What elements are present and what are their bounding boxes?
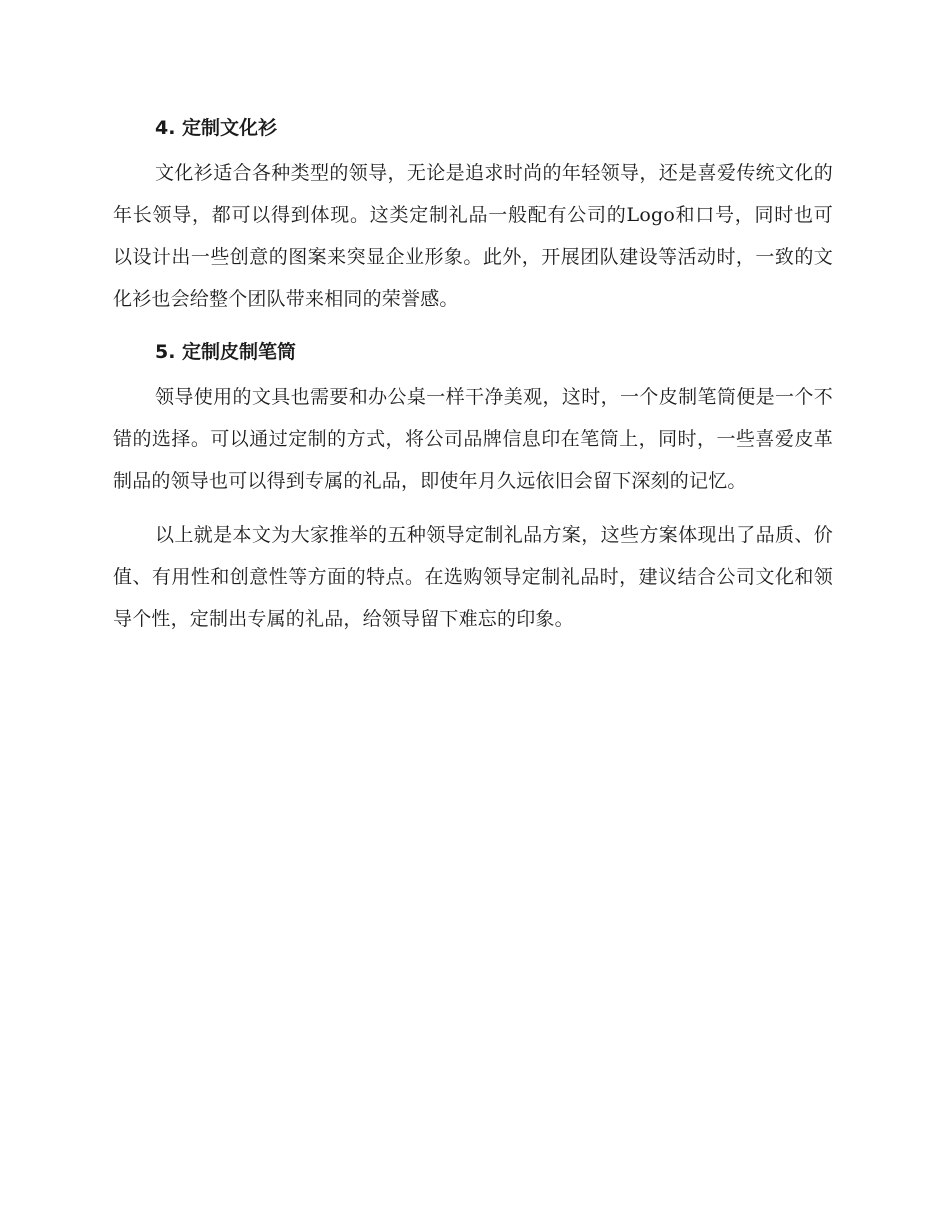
section-heading-leather-pen-holder: 5. 定制皮制笔筒 — [155, 341, 297, 363]
section-paragraph-leather-pen-holder: 领导使用的文具也需要和办公桌一样干净美观，这时，一个皮制笔筒便是一个不错的选择。可以通过定制的方式，将公司品牌信息印在笔筒上，同时，一些喜爱皮革制品的领导也可以得到专属的礼品，即使年月久远依旧会留下深刻的记忆。 — [113, 386, 833, 492]
document-body — [113, 108, 833, 652]
section-heading-culture-shirt: 4. 定制文化衫 — [155, 117, 278, 139]
section-paragraph-culture-shirt: 文化衫适合各种类型的领导，无论是追求时尚的年轻领导，还是喜爱传统文化的年长领导，都可以得到体现。这类定制礼品一般配有公司的Logo和口号，同时也可以设计出一些创意的图案来突显企业形象。此外，开展团队建设等活动时，一致的文化衫也会给整个团队带来相同的荣誉感。 — [113, 162, 833, 310]
conclusion-paragraph: 以上就是本文为大家推举的五种领导定制礼品方案，这些方案体现出了品质、价值、有用性和创意性等方面的特点。在选购领导定制礼品时，建议结合公司文化和领导个性，定制出专属的礼品，给领导留下难忘的印象。 — [113, 524, 833, 630]
